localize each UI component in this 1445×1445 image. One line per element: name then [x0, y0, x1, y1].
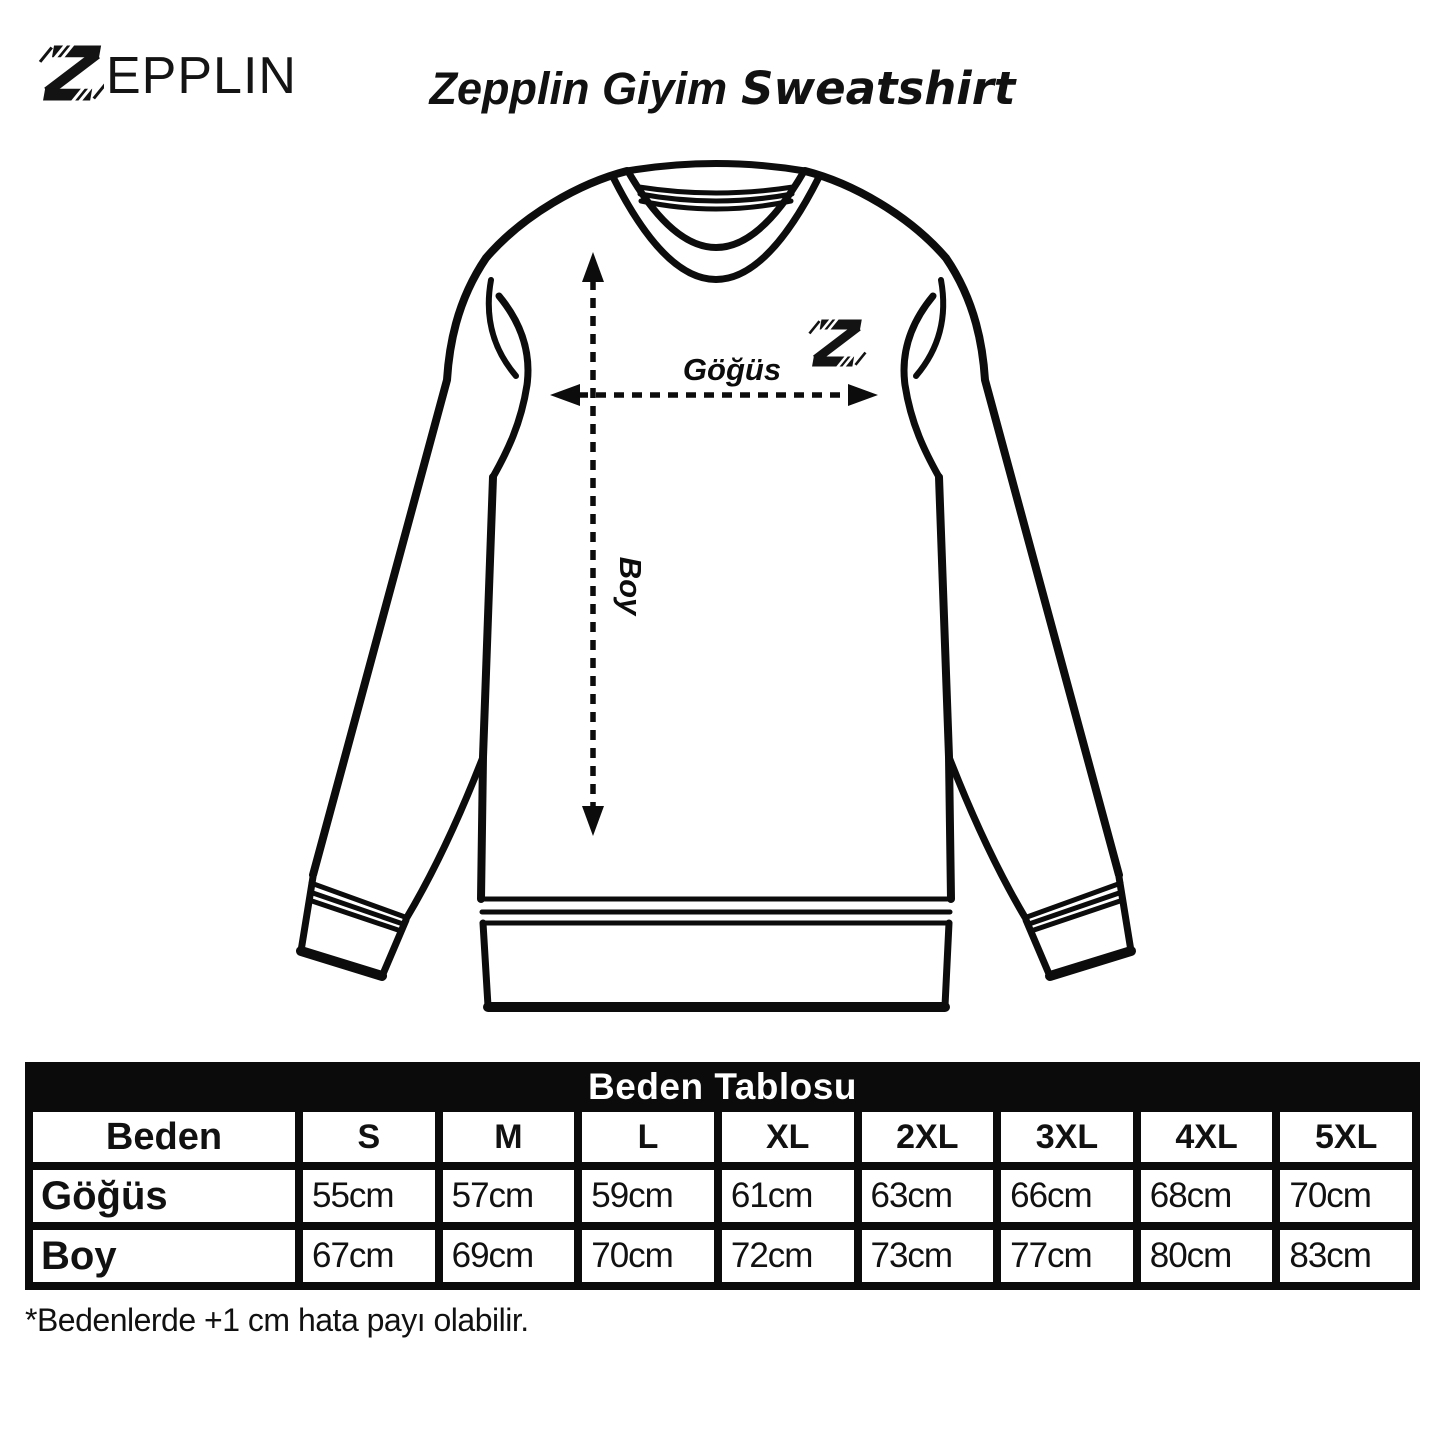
- gogus-s: 55cm: [303, 1170, 435, 1222]
- col-header-4xl: 4XL: [1141, 1112, 1273, 1162]
- gogus-2xl: 63cm: [862, 1170, 994, 1222]
- boy-3xl: 77cm: [1001, 1230, 1133, 1282]
- left-cuff: [301, 877, 406, 976]
- right-sleeve-outline: [805, 171, 1119, 875]
- left-sleeve-inner-edge: [406, 757, 483, 919]
- size-table: [25, 1062, 1420, 1290]
- boy-2xl: 73cm: [862, 1230, 994, 1282]
- boy-s: 67cm: [303, 1230, 435, 1282]
- boy-4xl: 80cm: [1141, 1230, 1273, 1282]
- gogus-xl: 61cm: [722, 1170, 854, 1222]
- col-header-s: S: [303, 1112, 435, 1162]
- brand-wordmark: EPPLIN: [106, 47, 297, 105]
- page-title: [0, 62, 1445, 115]
- right-armhole-seam: [904, 296, 939, 477]
- col-header-l: L: [582, 1112, 714, 1162]
- gogus-4xl: 68cm: [1141, 1170, 1273, 1222]
- boy-l: 70cm: [582, 1230, 714, 1282]
- right-cuff: [1026, 877, 1131, 976]
- left-sleeve-outline: [313, 171, 627, 875]
- body-left-edge: [481, 477, 493, 899]
- left-armhole-seam: [493, 296, 528, 477]
- boy-xl: 72cm: [722, 1230, 854, 1282]
- body-right-edge: [939, 477, 951, 899]
- right-armhole-back-seam: [916, 280, 943, 376]
- length-arrow: [582, 252, 604, 836]
- col-header-xl: XL: [722, 1112, 854, 1162]
- waistband: [481, 899, 951, 1007]
- gogus-m: 57cm: [443, 1170, 575, 1222]
- row-label-gogus: Göğüs: [33, 1170, 295, 1222]
- collar: [613, 164, 819, 280]
- col-header-3xl: 3XL: [1001, 1112, 1133, 1162]
- col-header-5xl: 5XL: [1280, 1112, 1412, 1162]
- col-header-2xl: 2XL: [862, 1112, 994, 1162]
- gogus-l: 59cm: [582, 1170, 714, 1222]
- boy-m: 69cm: [443, 1230, 575, 1282]
- page-title-brand: Zepplin Giyim: [429, 63, 728, 114]
- col-header-m: M: [443, 1112, 575, 1162]
- tolerance-footnote: *Bedenlerde +1 cm hata payı olabilir.: [25, 1302, 529, 1338]
- chest-measure-label: Göğüs: [682, 352, 782, 387]
- right-sleeve-inner-edge: [949, 757, 1026, 919]
- length-measure-label: Boy: [613, 556, 648, 616]
- size-table-grid: [25, 1112, 1420, 1290]
- page-title-product: Sweatshirt: [741, 62, 1016, 115]
- boy-5xl: 83cm: [1280, 1230, 1412, 1282]
- chest-z-logo-icon: [803, 317, 872, 370]
- row-label-boy: Boy: [33, 1230, 295, 1282]
- size-table-title: Beden Tablosu: [588, 1066, 857, 1107]
- gogus-5xl: 70cm: [1280, 1170, 1412, 1222]
- sweatshirt-diagram: [280, 150, 1160, 1030]
- gogus-3xl: 66cm: [1001, 1170, 1133, 1222]
- col-header-beden: Beden: [33, 1112, 295, 1162]
- chest-arrow: [550, 384, 878, 406]
- left-armhole-back-seam: [489, 280, 516, 376]
